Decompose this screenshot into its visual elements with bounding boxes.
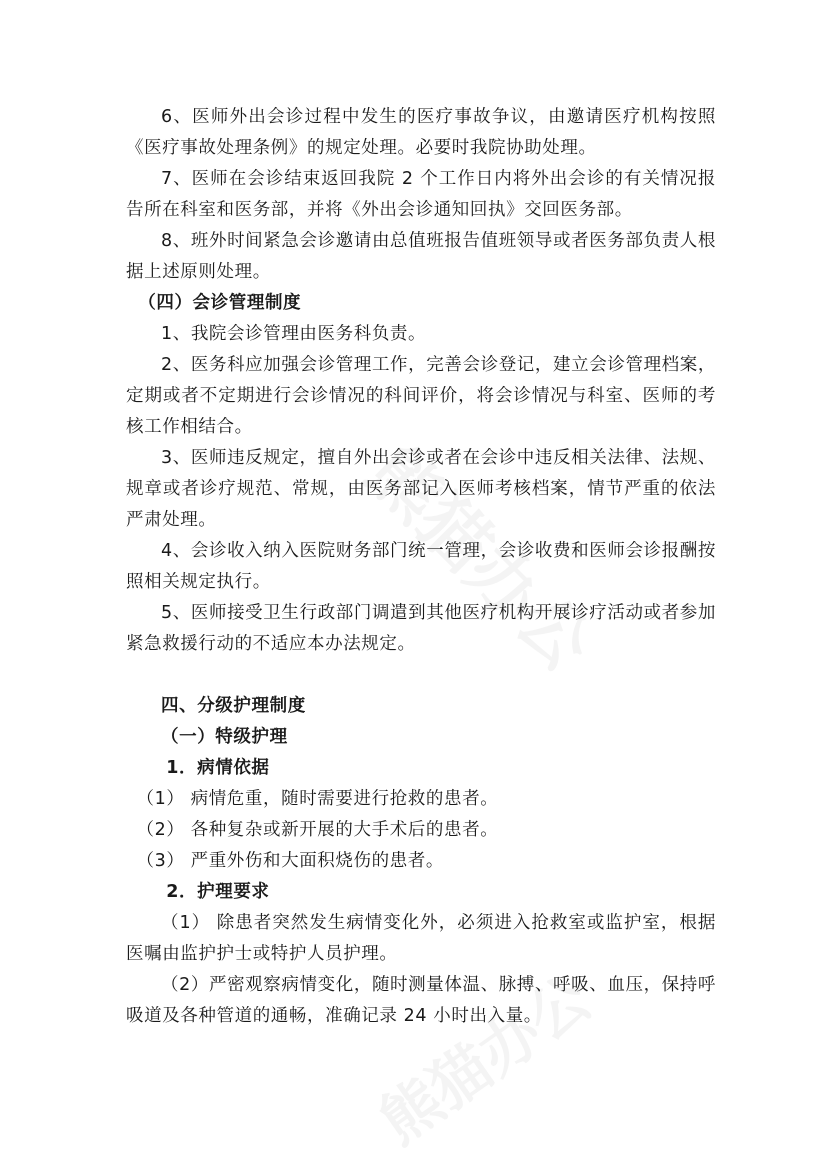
document-body bbox=[126, 102, 716, 1032]
condition-list-item-3: （3） 严重外伤和大面积烧伤的患者。 bbox=[136, 851, 444, 871]
paragraph-8: 8、班外时间紧急会诊邀请由总值班报告值班领导或者医务部负责人根据上述原则处理。 bbox=[126, 231, 716, 282]
item-heading-condition-basis: 1．病情依据 bbox=[166, 758, 270, 778]
consultation-item-4: 4、会诊收入纳入医院财务部门统一管理，会诊收费和医师会诊报酬按照相关规定执行。 bbox=[126, 541, 716, 592]
consultation-item-5: 5、医师接受卫生行政部门调遣到其他医疗机构开展诊疗活动或者参加紧急救援行动的不适应本办法规定。 bbox=[126, 603, 716, 654]
consultation-item-3: 3、医师违反规定，擅自外出会诊或者在会诊中违反相关法律、法规、规章或者诊疗规范、常规，由医务部记入医师考核档案，情节严重的依法严肃处理。 bbox=[126, 448, 716, 530]
paragraph-6: 6、医师外出会诊过程中发生的医疗事故争议，由邀请医疗机构按照《医疗事故处理条例》的规定处理。必要时我院协助处理。 bbox=[126, 107, 716, 158]
consultation-item-1: 1、我院会诊管理由医务科负责。 bbox=[161, 324, 427, 344]
section-spacer bbox=[126, 660, 716, 691]
chapter-heading-nursing-levels: 四、分级护理制度 bbox=[161, 696, 306, 716]
item-heading-care-requirements: 2．护理要求 bbox=[166, 882, 270, 902]
condition-list-item-2: （2） 各种复杂或新开展的大手术后的患者。 bbox=[136, 820, 499, 840]
care-requirement-1: （1） 除患者突然发生病情变化外，必须进入抢救室或监护室，根据医嘱由监护护士或特护人员护理。 bbox=[126, 913, 716, 964]
paragraph-7: 7、医师在会诊结束返回我院 2 个工作日内将外出会诊的有关情况报告所在科室和医务部，并将《外出会诊通知回执》交回医务部。 bbox=[126, 169, 716, 220]
section-heading-consultation-management: （四）会诊管理制度 bbox=[138, 293, 302, 313]
care-requirement-2: （2）严密观察病情变化，随时测量体温、脉搏、呼吸、血压，保持呼吸道及各种管道的通畅，准确记录 24 小时出入量。 bbox=[126, 975, 716, 1026]
consultation-item-2: 2、医务科应加强会诊管理工作，完善会诊登记，建立会诊管理档案，定期或者不定期进行会诊情况的科间评价，将会诊情况与科室、医师的考核工作相结合。 bbox=[126, 355, 716, 437]
condition-list-item-1: （1） 病情危重，随时需要进行抢救的患者。 bbox=[136, 789, 499, 809]
subsection-heading-special-care: （一）特级护理 bbox=[161, 727, 288, 747]
